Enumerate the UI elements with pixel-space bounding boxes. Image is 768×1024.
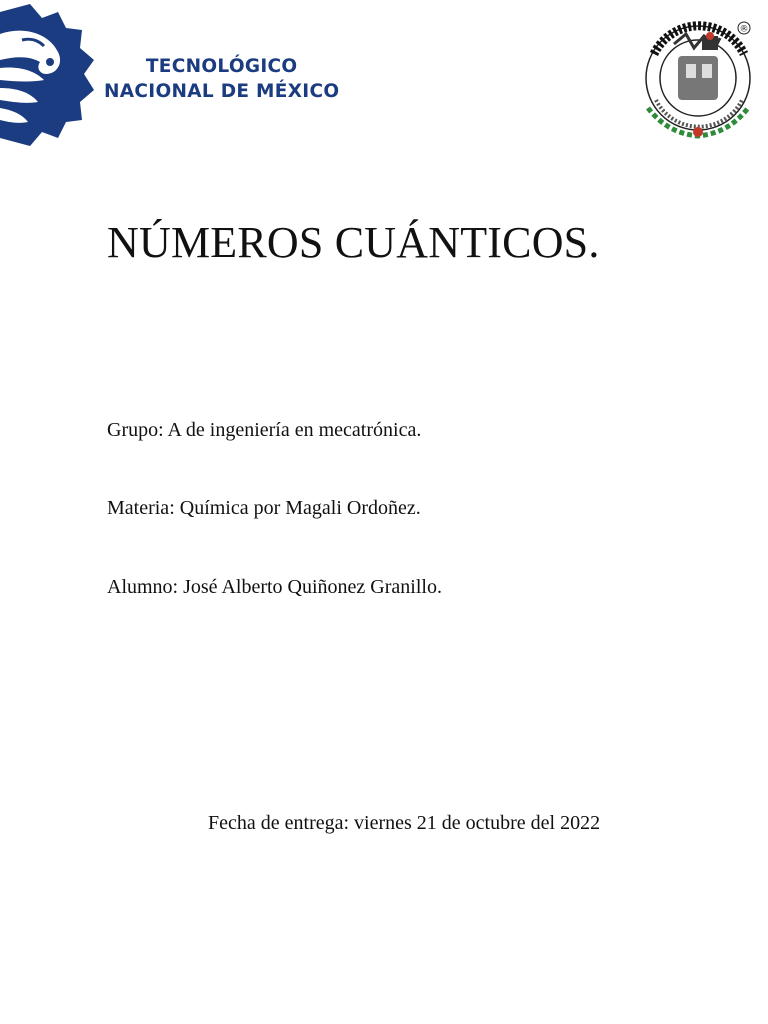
due-date-line: Fecha de entrega: viernes 21 de octubre del 2022 — [208, 812, 601, 834]
subject-line: Materia: Química por Magali Ordoñez. — [107, 497, 421, 519]
tecnm-line1: TECNOLÓGICO — [145, 56, 298, 77]
student-line: Alumno: José Alberto Quiñonez Granillo. — [107, 576, 442, 598]
tecnm-line2: NACIONAL DE MÉXICO — [104, 81, 340, 102]
registered-mark: ® — [739, 24, 749, 35]
tecnm-wordmark — [104, 54, 339, 104]
tecnm-gear-eagle-icon — [0, 4, 96, 146]
tecnm-logo — [0, 4, 340, 146]
itcc-seal-logo — [640, 14, 762, 140]
document-title: NÚMEROS CUÁNTICOS. — [107, 218, 600, 267]
group-line: Grupo: A de ingeniería en mecatrónica. — [107, 419, 422, 441]
